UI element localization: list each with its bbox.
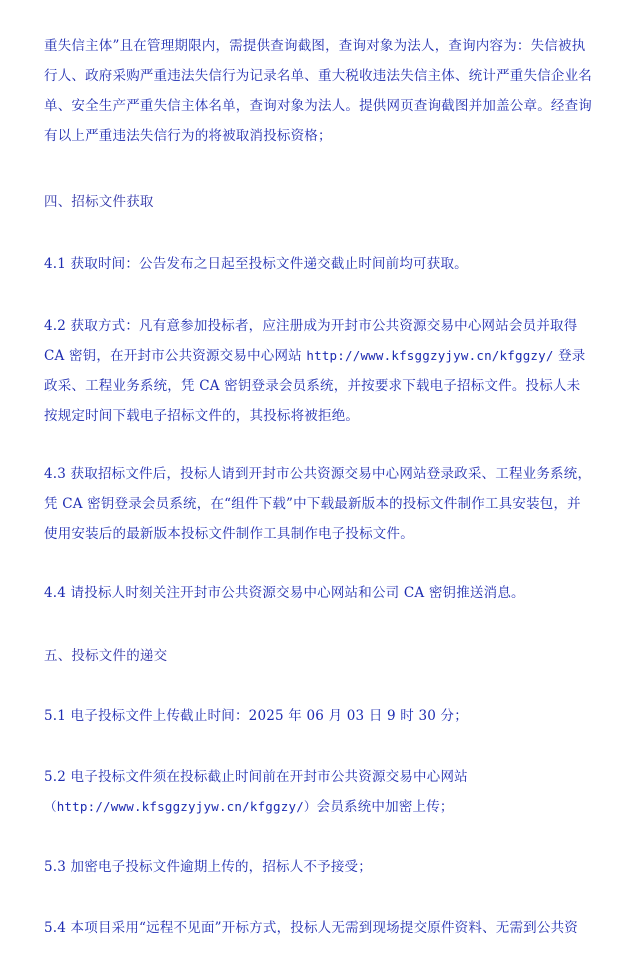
- paragraph-intro: 重失信主体”且在管理期限内，需提供查询截图，查询对象为法人，查询内容为：失信被执行人、政府采购严重违法失信行为记录名单、重大税收违法失信主体、统计严重失信企业名单、安全生产严重失信主体名单，查询对象为法人。提供网页查询截图并加盖公章。经查询有以上严重违法失信行为的将被取消投标资格；: [44, 38, 592, 144]
- heading-section-5: 五、投标文件的递交: [44, 648, 168, 664]
- paragraph-5-3: 5.3 加密电子投标文件逾期上传的，招标人不予接受；: [44, 859, 372, 875]
- paragraph-5-2-text-b: 会员系统中加密上传；: [316, 799, 454, 815]
- paragraph-4-2-text-b: 登录政采、工程业务系统，凭 CA 密钥登录会员系统，并按要求下载电子招标文件。投标人未按规定时间下载电子招标文件的，其投标将被拒绝。: [44, 348, 586, 424]
- paragraph-4-2: [44, 311, 592, 431]
- paragraph-5-2: [44, 762, 592, 822]
- paragraph-4-2-url: http://www.kfsggzyjyw.cn/kfggzy/: [306, 348, 554, 363]
- paragraph-4-1: 4.1 获取时间：公告发布之日起至投标文件递交截止时间前均可获取。: [44, 256, 468, 272]
- paragraph-4-4: 4.4 请投标人时刻关注开封市公共资源交易中心网站和公司 CA 密钥推送消息。: [44, 585, 525, 601]
- paragraph-4-2-text-a: 4.2 获取方式：凡有意参加投标者，应注册成为开封市公共资源交易中心网站会员并取得 CA 密钥，在开封市公共资源交易中心网站: [44, 318, 578, 364]
- heading-section-4: 四、招标文件获取: [44, 194, 154, 210]
- paragraph-4-3: 4.3 获取招标文件后，投标人请到开封市公共资源交易中心网站登录政采、工程业务系统，凭 CA 密钥登录会员系统，在“组件下载”中下载最新版本的投标文件制作工具安装包，并使用安装后的最新版本投标文件制作工具制作电子投标文件。: [44, 466, 592, 542]
- paragraph-5-2-url: （http://www.kfsggzyjyw.cn/kfggzy/）: [44, 799, 317, 814]
- paragraph-5-1: 5.1 电子投标文件上传截止时间：2025 年 06 月 03 日 9 时 30 分；: [44, 708, 468, 724]
- paragraph-5-2-text-a: 5.2 电子投标文件须在投标截止时间前在开封市公共资源交易中心网站: [44, 769, 468, 785]
- paragraph-5-4: 5.4 本项目采用“远程不见面”开标方式，投标人无需到现场提交原件资料、无需到公共资: [44, 920, 578, 936]
